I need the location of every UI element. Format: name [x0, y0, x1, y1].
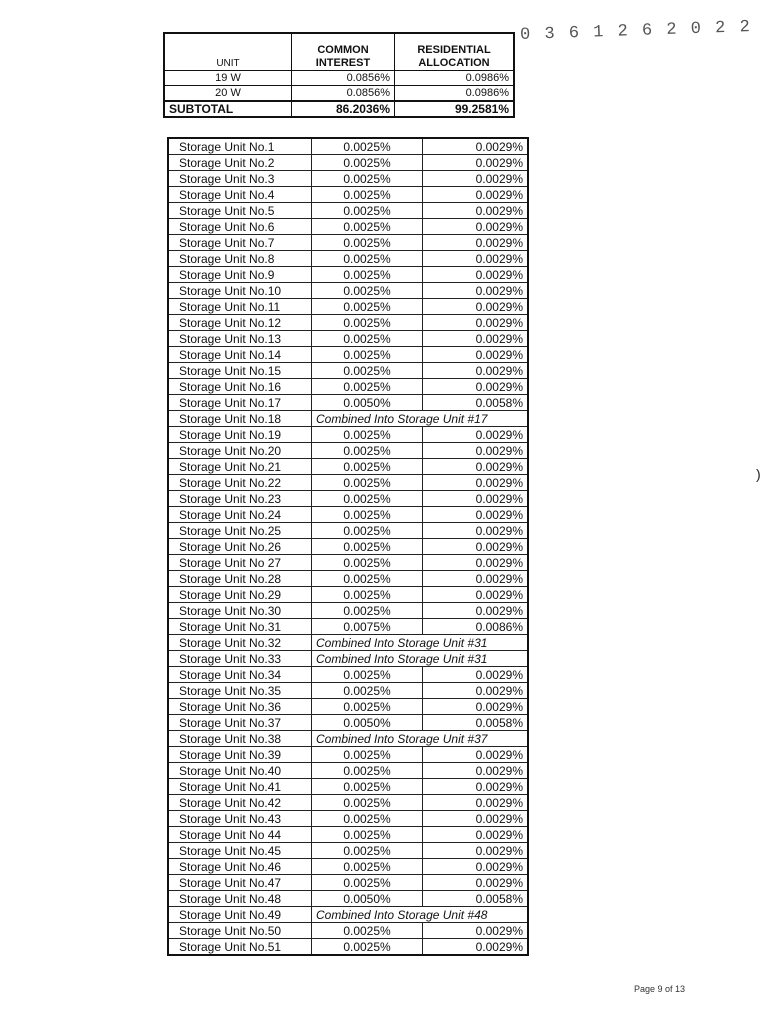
residential-allocation-cell: 0.0029% [423, 363, 529, 379]
common-interest-cell: 0.0025% [312, 795, 423, 811]
table-row [168, 651, 528, 667]
residential-allocation-cell: 0.0029% [423, 747, 529, 763]
common-interest-cell: 0.0025% [312, 507, 423, 523]
storage-unit-name: Storage Unit No.41 [168, 779, 312, 795]
table-row [168, 859, 528, 875]
residential-allocation-cell: 0.0029% [423, 667, 529, 683]
storage-unit-name: Storage Unit No.2 [168, 155, 312, 171]
storage-unit-name: Storage Unit No 27 [168, 555, 312, 571]
residential-allocation-cell: 0.0986% [395, 71, 515, 86]
common-interest-cell: 0.0025% [312, 491, 423, 507]
table-row [168, 363, 528, 379]
storage-unit-name: Storage Unit No.10 [168, 283, 312, 299]
residential-allocation-cell: 0.0058% [423, 891, 529, 907]
table-row [168, 571, 528, 587]
storage-unit-name: Storage Unit No.51 [168, 939, 312, 956]
storage-unit-name: Storage Unit No.12 [168, 315, 312, 331]
table-row [168, 635, 528, 651]
common-interest-cell: 0.0025% [312, 603, 423, 619]
residential-allocation-cell: 0.0029% [423, 251, 529, 267]
table-row [168, 891, 528, 907]
storage-unit-name: Storage Unit No.20 [168, 443, 312, 459]
common-interest-cell: 0.0025% [312, 699, 423, 715]
table-row [168, 347, 528, 363]
storage-unit-name: Storage Unit No.4 [168, 187, 312, 203]
common-interest-cell: 0.0025% [312, 811, 423, 827]
residential-allocation-cell: 0.0029% [423, 587, 529, 603]
storage-unit-name: Storage Unit No.25 [168, 523, 312, 539]
table-row [168, 251, 528, 267]
storage-unit-name: Storage Unit No.26 [168, 539, 312, 555]
table-row [168, 779, 528, 795]
storage-unit-name: Storage Unit No.29 [168, 587, 312, 603]
residential-allocation-cell: 0.0029% [423, 347, 529, 363]
table-row [164, 71, 514, 86]
residential-allocation-cell: 0.0029% [423, 859, 529, 875]
residential-allocation-cell: 0.0029% [423, 283, 529, 299]
storage-unit-name: Storage Unit No.24 [168, 507, 312, 523]
storage-unit-name: Storage Unit No.32 [168, 635, 312, 651]
residential-allocation-cell: 0.0029% [423, 331, 529, 347]
storage-unit-name: Storage Unit No.35 [168, 683, 312, 699]
table-row [168, 155, 528, 171]
combined-note: Combined Into Storage Unit #17 [312, 411, 529, 427]
storage-unit-name: Storage Unit No.47 [168, 875, 312, 891]
table-row [168, 491, 528, 507]
table-row [168, 219, 528, 235]
storage-unit-name: Storage Unit No.16 [168, 379, 312, 395]
unit-cell: 20 W [164, 86, 292, 102]
residential-allocation-cell: 0.0029% [423, 315, 529, 331]
storage-unit-name: Storage Unit No.30 [168, 603, 312, 619]
common-interest-cell: 0.0025% [312, 459, 423, 475]
storage-unit-name: Storage Unit No.6 [168, 219, 312, 235]
table-row [168, 843, 528, 859]
storage-unit-name: Storage Unit No.46 [168, 859, 312, 875]
storage-unit-name: Storage Unit No.22 [168, 475, 312, 491]
subtotal-label: SUBTOTAL [164, 101, 292, 117]
common-interest-cell: 0.0025% [312, 331, 423, 347]
residential-allocation-cell: 0.0986% [395, 86, 515, 102]
table-row [168, 619, 528, 635]
table-row [168, 379, 528, 395]
table-row [168, 411, 528, 427]
table-row [168, 747, 528, 763]
residential-allocation-cell: 0.0029% [423, 923, 529, 939]
storage-unit-name: Storage Unit No.50 [168, 923, 312, 939]
common-interest-cell: 0.0025% [312, 315, 423, 331]
table-row [168, 459, 528, 475]
table-row [168, 138, 528, 155]
table-row [168, 731, 528, 747]
common-interest-cell: 0.0025% [312, 555, 423, 571]
residential-allocation-cell: 0.0029% [423, 379, 529, 395]
common-interest-cell: 0.0025% [312, 187, 423, 203]
common-interest-cell: 0.0025% [312, 875, 423, 891]
table-row [168, 539, 528, 555]
storage-units-table [167, 137, 529, 956]
page-number: Page 9 of 13 [634, 984, 686, 994]
table-row [168, 443, 528, 459]
table-row [168, 875, 528, 891]
residential-allocation-cell: 0.0029% [423, 219, 529, 235]
common-interest-cell: 0.0025% [312, 155, 423, 171]
residential-allocation-cell: 0.0058% [423, 715, 529, 731]
common-interest-cell: 0.0025% [312, 539, 423, 555]
storage-unit-name: Storage Unit No 44 [168, 827, 312, 843]
common-interest-cell: 0.0025% [312, 427, 423, 443]
residential-allocation-cell: 0.0029% [423, 427, 529, 443]
residential-allocation-cell: 0.0029% [423, 811, 529, 827]
residential-allocation-cell: 0.0086% [423, 619, 529, 635]
common-interest-cell: 0.0025% [312, 171, 423, 187]
residential-allocation-cell: 0.0029% [423, 235, 529, 251]
common-interest-cell: 0.0025% [312, 138, 423, 155]
table-row [168, 283, 528, 299]
residential-allocation-cell: 0.0058% [423, 395, 529, 411]
residential-allocation-cell: 0.0029% [423, 939, 529, 956]
residential-allocation-cell: 0.0029% [423, 603, 529, 619]
common-interest-column-header: COMMON INTEREST [292, 33, 395, 71]
common-interest-cell: 0.0025% [312, 475, 423, 491]
storage-unit-name: Storage Unit No.14 [168, 347, 312, 363]
table-row [168, 827, 528, 843]
table-row [168, 187, 528, 203]
table-row [168, 395, 528, 411]
table-row [168, 331, 528, 347]
storage-unit-name: Storage Unit No.18 [168, 411, 312, 427]
residential-allocation-cell: 0.0029% [423, 875, 529, 891]
residential-allocation-cell: 0.0029% [423, 571, 529, 587]
common-interest-cell: 0.0025% [312, 235, 423, 251]
common-interest-cell: 0.0025% [312, 923, 423, 939]
combined-note: Combined Into Storage Unit #31 [312, 635, 529, 651]
common-interest-cell: 0.0025% [312, 251, 423, 267]
unit-column-header: UNIT [164, 33, 292, 71]
common-interest-cell: 0.0025% [312, 363, 423, 379]
storage-unit-name: Storage Unit No.9 [168, 267, 312, 283]
residential-allocation-cell: 0.0029% [423, 555, 529, 571]
common-interest-cell: 0.0856% [292, 86, 395, 102]
table-row [168, 811, 528, 827]
storage-unit-name: Storage Unit No.11 [168, 299, 312, 315]
common-interest-cell: 0.0025% [312, 571, 423, 587]
table-row [168, 683, 528, 699]
table-row [168, 507, 528, 523]
residential-allocation-cell: 0.0029% [423, 203, 529, 219]
common-interest-cell: 0.0025% [312, 219, 423, 235]
common-interest-cell: 0.0025% [312, 763, 423, 779]
residential-allocation-cell: 0.0029% [423, 827, 529, 843]
table-row [168, 475, 528, 491]
table-row [164, 86, 514, 102]
subtotal-row [164, 101, 514, 117]
combined-note: Combined Into Storage Unit #31 [312, 651, 529, 667]
residential-allocation-cell: 0.0029% [423, 299, 529, 315]
subtotal-residential-allocation: 99.2581% [395, 101, 515, 117]
residential-allocation-cell: 0.0029% [423, 843, 529, 859]
storage-unit-name: Storage Unit No.39 [168, 747, 312, 763]
residential-allocation-cell: 0.0029% [423, 795, 529, 811]
storage-unit-name: Storage Unit No.34 [168, 667, 312, 683]
common-interest-cell: 0.0025% [312, 827, 423, 843]
unit-cell: 19 W [164, 71, 292, 86]
residential-allocation-cell: 0.0029% [423, 683, 529, 699]
combined-note: Combined Into Storage Unit #37 [312, 731, 529, 747]
common-interest-cell: 0.0025% [312, 843, 423, 859]
residential-allocation-cell: 0.0029% [423, 155, 529, 171]
common-interest-cell: 0.0025% [312, 747, 423, 763]
table-row [168, 907, 528, 923]
residential-allocation-cell: 0.0029% [423, 699, 529, 715]
combined-note: Combined Into Storage Unit #48 [312, 907, 529, 923]
residential-allocation-cell: 0.0029% [423, 539, 529, 555]
storage-unit-name: Storage Unit No.13 [168, 331, 312, 347]
residential-allocation-cell: 0.0029% [423, 475, 529, 491]
common-interest-cell: 0.0025% [312, 267, 423, 283]
residential-allocation-cell: 0.0029% [423, 507, 529, 523]
common-interest-cell: 0.0025% [312, 523, 423, 539]
storage-unit-name: Storage Unit No.3 [168, 171, 312, 187]
storage-unit-name: Storage Unit No.45 [168, 843, 312, 859]
table-row [168, 555, 528, 571]
storage-unit-name: Storage Unit No.21 [168, 459, 312, 475]
residential-allocation-cell: 0.0029% [423, 187, 529, 203]
common-interest-cell: 0.0050% [312, 891, 423, 907]
storage-unit-name: Storage Unit No.1 [168, 138, 312, 155]
table-row [168, 795, 528, 811]
table-row [168, 299, 528, 315]
edge-mark: ) [756, 466, 761, 482]
table-row [168, 315, 528, 331]
table-row [168, 523, 528, 539]
common-interest-cell: 0.0025% [312, 779, 423, 795]
table-row [168, 587, 528, 603]
common-interest-cell: 0.0050% [312, 395, 423, 411]
storage-unit-name: Storage Unit No.5 [168, 203, 312, 219]
storage-unit-name: Storage Unit No.15 [168, 363, 312, 379]
residential-allocation-cell: 0.0029% [423, 523, 529, 539]
subtotal-common-interest: 86.2036% [292, 101, 395, 117]
residential-allocation-column-header: RESIDENTIAL ALLOCATION [395, 33, 515, 71]
storage-unit-name: Storage Unit No.36 [168, 699, 312, 715]
storage-unit-name: Storage Unit No.49 [168, 907, 312, 923]
common-interest-cell: 0.0856% [292, 71, 395, 86]
common-interest-cell: 0.0025% [312, 443, 423, 459]
table-row [168, 203, 528, 219]
common-interest-cell: 0.0025% [312, 859, 423, 875]
storage-unit-name: Storage Unit No.31 [168, 619, 312, 635]
storage-unit-name: Storage Unit No.19 [168, 427, 312, 443]
table-row [168, 939, 528, 956]
storage-unit-name: Storage Unit No.28 [168, 571, 312, 587]
residential-allocation-cell: 0.0029% [423, 171, 529, 187]
common-interest-cell: 0.0025% [312, 939, 423, 956]
residential-allocation-cell: 0.0029% [423, 459, 529, 475]
common-interest-cell: 0.0025% [312, 379, 423, 395]
residential-allocation-cell: 0.0029% [423, 779, 529, 795]
table-row [168, 715, 528, 731]
storage-unit-name: Storage Unit No.37 [168, 715, 312, 731]
summary-table [163, 32, 515, 118]
storage-unit-name: Storage Unit No.48 [168, 891, 312, 907]
table-row [168, 427, 528, 443]
storage-unit-name: Storage Unit No.38 [168, 731, 312, 747]
storage-unit-name: Storage Unit No.42 [168, 795, 312, 811]
common-interest-cell: 0.0025% [312, 347, 423, 363]
common-interest-cell: 0.0025% [312, 283, 423, 299]
storage-unit-name: Storage Unit No.7 [168, 235, 312, 251]
table-row [168, 763, 528, 779]
storage-unit-name: Storage Unit No.8 [168, 251, 312, 267]
table-row [168, 923, 528, 939]
common-interest-cell: 0.0050% [312, 715, 423, 731]
residential-allocation-cell: 0.0029% [423, 763, 529, 779]
table-row [168, 603, 528, 619]
storage-unit-name: Storage Unit No.17 [168, 395, 312, 411]
common-interest-cell: 0.0025% [312, 587, 423, 603]
residential-allocation-cell: 0.0029% [423, 491, 529, 507]
residential-allocation-cell: 0.0029% [423, 267, 529, 283]
common-interest-cell: 0.0025% [312, 203, 423, 219]
common-interest-cell: 0.0025% [312, 667, 423, 683]
document-stamp: 0 3 6 1 2 6 2 0 2 2 [519, 17, 753, 46]
table-row [168, 171, 528, 187]
residential-allocation-cell: 0.0029% [423, 443, 529, 459]
common-interest-cell: 0.0025% [312, 299, 423, 315]
table-row [168, 235, 528, 251]
common-interest-cell: 0.0025% [312, 683, 423, 699]
storage-unit-name: Storage Unit No.43 [168, 811, 312, 827]
residential-allocation-cell: 0.0029% [423, 138, 529, 155]
storage-unit-name: Storage Unit No.40 [168, 763, 312, 779]
table-row [168, 267, 528, 283]
table-row [168, 667, 528, 683]
storage-unit-name: Storage Unit No.33 [168, 651, 312, 667]
common-interest-cell: 0.0075% [312, 619, 423, 635]
table-row [168, 699, 528, 715]
storage-unit-name: Storage Unit No.23 [168, 491, 312, 507]
